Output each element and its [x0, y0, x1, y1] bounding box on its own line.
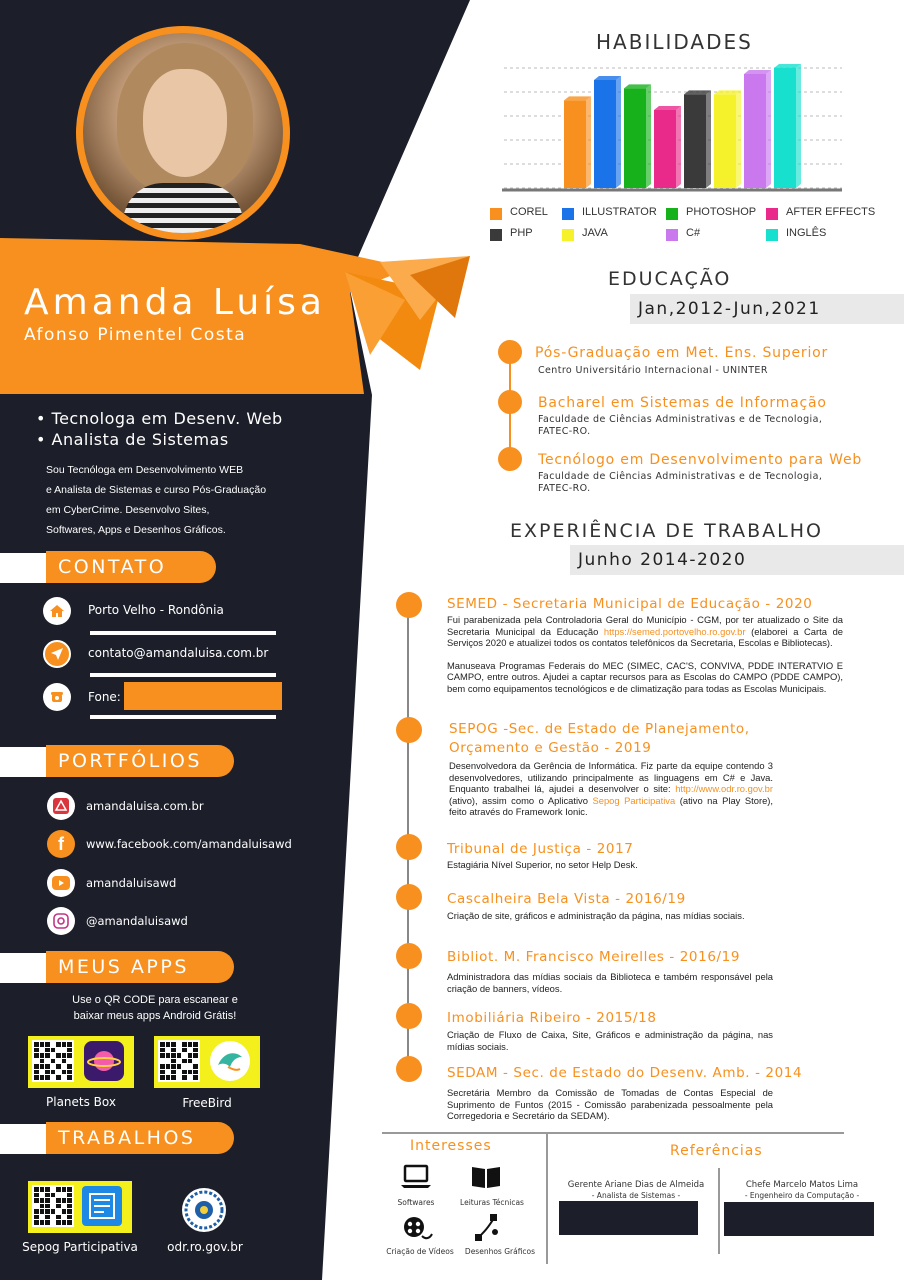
timeline-dot [396, 884, 422, 910]
education-institution: Faculdade de Ciências Administrativas e de Tecnologia, FATEC-RO. [538, 414, 823, 437]
experience-heading: EXPERIÊNCIA DE TRABALHO [510, 520, 823, 542]
contact-heading: CONTATO [46, 551, 216, 583]
experience-title: SEPOG -Sec. de Estado de Planejamento, Orçamento e Gestão - 2019 [449, 721, 750, 756]
legend-label: PHOTOSHOP [686, 206, 757, 218]
divider [90, 631, 276, 635]
legend-swatch [666, 229, 678, 241]
legend-swatch [490, 208, 502, 220]
qr-code[interactable] [32, 1040, 74, 1082]
timeline-dot [396, 717, 422, 743]
divider [546, 1134, 548, 1264]
bio-text: Sou Tecnóloga em Desenvolvimento WEB e Analista de Sistemas e curso Pós-Graduação em CyberCrime. Desenvolvo Sites, Softwares, Apps e Desenhos Gráficos. [46, 464, 267, 536]
legend-label: INGLÊS [786, 227, 827, 239]
references-heading: Referências [670, 1143, 763, 1159]
sepog-link[interactable]: Sepog Participativa [592, 794, 676, 806]
chart-bar-php [684, 90, 711, 188]
contact-location: Porto Velho - Rondônia [88, 603, 224, 617]
experience-description: Criação de Fluxo de Caixa, Site, Gráficos e administração da página, nas mídias sociais. [447, 1029, 773, 1052]
education-period: Jan,2012-Jun,2021 [630, 294, 904, 324]
interests-heading: Interesses [410, 1138, 492, 1154]
experience-title: SEMED - Secretaria Municipal de Educação - 2020 [447, 596, 813, 612]
divider [90, 715, 276, 719]
work-label: odr.ro.gov.br [167, 1240, 243, 1254]
interest-label: Leituras Técnicas [460, 1198, 524, 1207]
experience-description: Desenvolvedora da Gerência de Informática. Fiz parte da equipe contendo 3 desenvolvedores, utilizando principalmente as linguagens em C# e Java. Enquanto trabalhei lá, ajudei a desenvolver o site: http://www.odr.ro.gov.br (ativo), assim como o Aplicativo Sepog Participativa (ativo na Play Store), feito através do Framework Ionic. [449, 760, 774, 817]
apps-description: Use o QR CODE para escanear e baixar meus apps Android Grátis! [72, 994, 238, 1022]
legend-swatch [490, 229, 502, 241]
education-title: Bacharel em Sistemas de Informação [538, 395, 827, 411]
interest-label: Criação de Vídeos [386, 1247, 454, 1256]
youtube-icon [47, 869, 75, 897]
timeline-dot [396, 834, 422, 860]
profile-name: Amanda Luísa [24, 282, 326, 323]
divider [90, 673, 276, 677]
timeline-dot [498, 390, 522, 414]
portfolio-link[interactable]: amandaluisa.com.br [86, 799, 204, 813]
app-label: Planets Box [46, 1095, 116, 1109]
experience-title: SEDAM - Sec. de Estado do Desenv. Amb. - 2014 [447, 1065, 803, 1081]
chart-bar-after-effects [654, 106, 681, 188]
timeline-dot [498, 447, 522, 471]
education-institution: Centro Universitário Internacional - UNINTER [538, 365, 768, 376]
book-icon [470, 1164, 502, 1190]
chart-bar-photoshop [624, 84, 651, 188]
reference-name: Gerente Ariane Dias de Almeida [567, 1180, 705, 1190]
roles-list [36, 408, 283, 450]
interest-label: Softwares [397, 1198, 435, 1207]
legend-swatch [562, 229, 574, 241]
divider [382, 1132, 844, 1134]
odr-link[interactable]: http://www.odr.ro.gov.br [675, 783, 773, 794]
portfolio-link[interactable]: amandaluisawd [86, 876, 177, 890]
work-label: Sepog Participativa [22, 1240, 138, 1254]
profile-surname: Afonso Pimentel Costa [24, 325, 247, 345]
legend-label: JAVA [582, 227, 608, 239]
legend-label: C# [686, 227, 701, 239]
planets-box-app-icon [84, 1041, 124, 1081]
reference-role: - Engenheiro da Computação - [744, 1191, 860, 1200]
facebook-icon: f [47, 830, 75, 858]
timeline-dot [396, 592, 422, 618]
experience-title: Bibliot. M. Francisco Meirelles - 2016/19 [447, 949, 741, 965]
chart-bar-c- [744, 70, 771, 188]
qr-code[interactable] [32, 1185, 74, 1227]
reference-contact-redacted [559, 1201, 698, 1235]
apps-heading: MEUS APPS [46, 951, 234, 983]
chart-bar-java [714, 90, 741, 188]
chart-bar-illustrator [594, 76, 621, 188]
vector-pen-icon [474, 1212, 504, 1242]
legend-swatch [766, 229, 778, 241]
instagram-icon [47, 907, 75, 935]
experience-description: Criação de site, gráficos e administração da página, nas mídias sociais. [447, 910, 745, 921]
timeline-dot [396, 1003, 422, 1029]
chart-bar-corel [564, 96, 591, 188]
experience-description: Administradora das mídias sociais da Biblioteca e também responsável pela criação de banners, vídeos. [447, 971, 773, 994]
experience-title: Tribunal de Justiça - 2017 [447, 841, 634, 857]
education-title: Tecnólogo em Desenvolvimento para Web [538, 452, 863, 468]
skills-bar-chart [500, 58, 850, 198]
role-item: • Tecnologa em Desenv. Web [36, 409, 283, 428]
legend-label: ILLUSTRATOR [582, 206, 657, 218]
role-item: • Analista de Sistemas [36, 430, 229, 449]
portfolio-link[interactable]: www.facebook.com/amandaluisawd [86, 837, 292, 851]
legend-swatch [666, 208, 678, 220]
legend-label: PHP [510, 227, 533, 239]
experience-description: Estagiária Nível Superior, no setor Help Desk. [447, 859, 638, 870]
film-reel-icon [402, 1214, 434, 1242]
laptop-icon [400, 1164, 432, 1190]
portfolio-heading: PORTFÓLIOS [46, 745, 234, 777]
experience-title: Imobiliária Ribeiro - 2015/18 [447, 1010, 657, 1026]
experience-description: Secretária Membro da Comissão de Tomadas de Contas Especial de Suprimento de Funtos (2015 - Comissão parabenizada pessoalmente pela Corregedoria e Secretário da SEDAM). [447, 1087, 773, 1121]
reference-contact-redacted [724, 1202, 874, 1236]
contact-phone-label: Fone: [88, 690, 121, 704]
skills-legend [490, 205, 890, 245]
profile-photo [76, 26, 290, 240]
timeline-dot [396, 1056, 422, 1082]
reference-role: - Analista de Sistemas - [591, 1191, 681, 1200]
phone-icon [43, 683, 71, 711]
experience-period: Junho 2014-2020 [570, 545, 904, 575]
app-label: FreeBird [182, 1096, 232, 1110]
legend-label: COREL [510, 206, 548, 218]
interest-label: Desenhos Gráficos [464, 1247, 536, 1256]
legend-swatch [562, 208, 574, 220]
timeline-dot [396, 943, 422, 969]
divider [718, 1168, 720, 1254]
experience-title: Cascalheira Bela Vista - 2016/19 [447, 891, 686, 907]
semed-link[interactable]: https://semed.portovelho.ro.gov.br [603, 625, 746, 637]
skills-heading: HABILIDADES [596, 30, 753, 54]
freebird-app-icon [210, 1041, 250, 1081]
education-institution: Faculdade de Ciências Administrativas e de Tecnologia, FATEC-RO. [538, 471, 823, 494]
legend-swatch [766, 208, 778, 220]
send-icon [43, 640, 71, 668]
qr-code[interactable] [158, 1040, 200, 1082]
portfolio-link[interactable]: @amandaluisawd [86, 914, 188, 928]
education-heading: EDUCAÇÃO [608, 268, 732, 290]
timeline-dot [498, 340, 522, 364]
odr-logo-icon [182, 1188, 226, 1232]
legend-label: AFTER EFFECTS [786, 206, 876, 218]
education-title: Pós-Graduação em Met. Ens. Superior [535, 345, 829, 361]
chart-bar-ingl-s [774, 64, 801, 188]
website-icon [47, 792, 75, 820]
sepog-app-icon [82, 1186, 122, 1226]
phone-redacted [124, 682, 282, 710]
contact-email[interactable]: contato@amandaluisa.com.br [88, 646, 269, 660]
home-icon [43, 597, 71, 625]
works-heading: TRABALHOS [46, 1122, 234, 1154]
reference-name: Chefe Marcelo Matos Lima [745, 1180, 859, 1190]
experience-description: Fui parabenizada pela Controladoria Geral do Município - CGM, por ter atualizado o Site da Secretaria Municipal da Educação https://semed.portovelho.ro.gov.br (elaborei a Carta de Serviços 2020 e atualizei todos os contatos telefônicos da Secretaria, Escolas e Bibliotecas). Manuseava Programas Federais do MEC (SIMEC, CAC'S, CONVIVA, PDDE INTERATVIO E CAMPO, entre outros. Ajudei a captar recursos para as Escolas do CAMPO (PDDE CAMPO), bem como equipamentos tecnológicos e de climatização para todas as Escolas Municipais. [447, 614, 844, 694]
